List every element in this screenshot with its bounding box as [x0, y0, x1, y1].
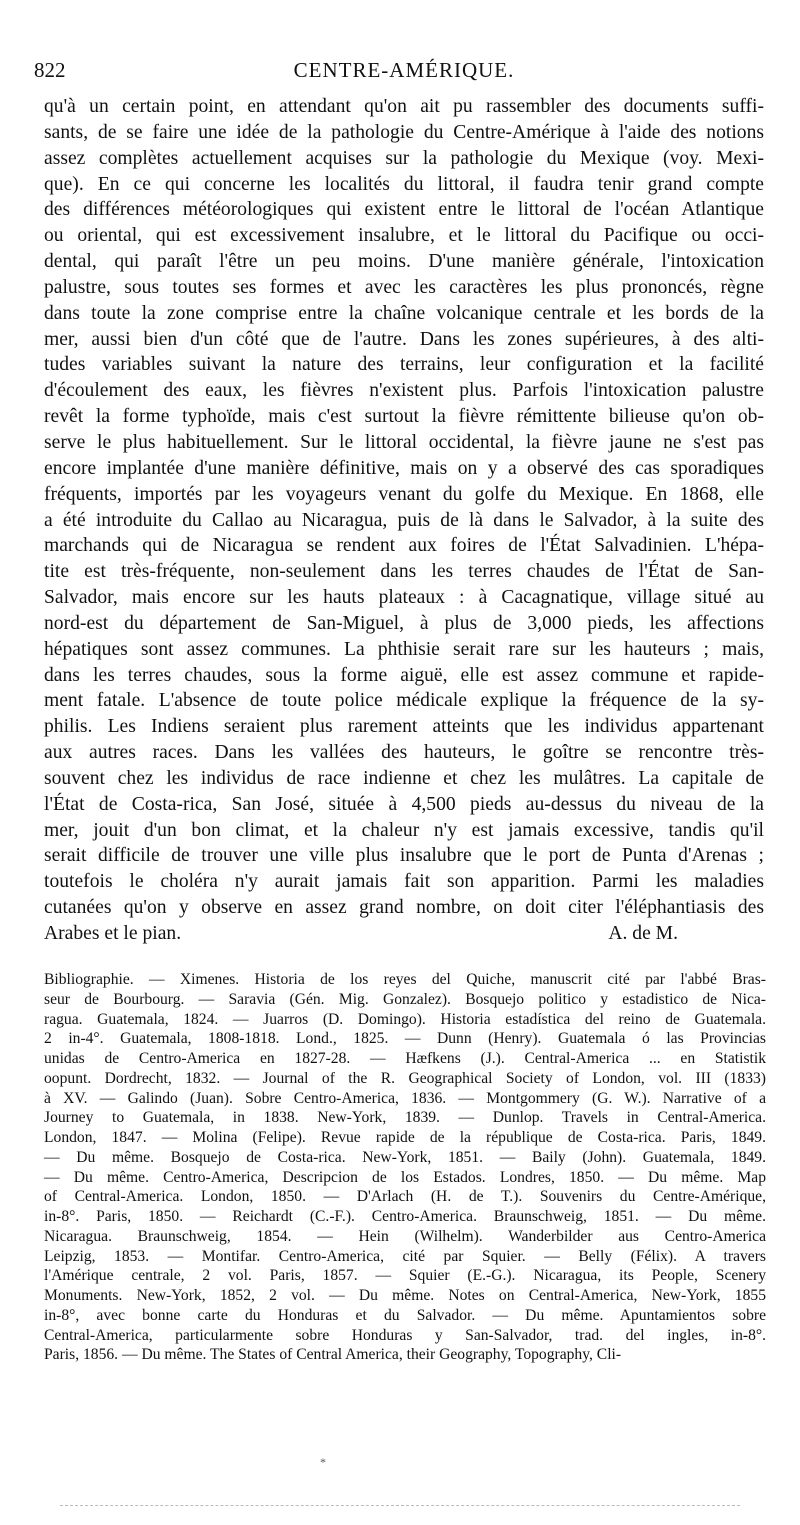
- bibliography-line: 2 in-4°. Guatemala, 1808-1818. Lond., 1825. — Dunn (Henry). Guatemala ó las Provincias: [44, 1030, 766, 1048]
- body-text-line: cutanées qu'on y observe en assez grand nombre, on doit citer l'éléphantiasis des: [44, 897, 764, 919]
- bibliography-line: Nicaragua. Braunschweig, 1854. — Hein (Wilhelm). Wanderbilder aus Centro-America: [44, 1227, 766, 1245]
- bibliography-line: London, 1847. — Molina (Felipe). Revue rapide de la république de Costa-rica. Paris, 1849.: [44, 1129, 766, 1146]
- body-text-line: revêt la forme typhoïde, mais c'est surtout la fièvre rémittente bilieuse qu'on ob-: [44, 406, 764, 428]
- bibliography-line: in-8°. Paris, 1850. — Reichardt (C.-F.). Centro-America. Braunschweig, 1851. — Du même.: [44, 1208, 766, 1225]
- body-text-line: sants, de se faire une idée de la pathologie du Centre-Amérique à l'aide des notions: [44, 121, 764, 143]
- bibliography-line: ragua. Guatemala, 1824. — Juarros (D. Domingo). Historia estadística del reino de Guatemala.: [44, 1010, 766, 1028]
- bibliography-line: Bibliographie. — Ximenes. Historia de los reyes del Quiche, manuscrit cité par l'abbé Bras-: [44, 971, 766, 988]
- body-text-line: dans toute la zone comprise entre la chaîne volcanique centrale et les bords de la: [44, 302, 764, 324]
- body-text-line: ment fatale. L'absence de toute police médicale explique la fréquence de la sy-: [44, 690, 764, 712]
- body-text-line: a été introduite du Callao au Nicaragua, puis de là dans le Salvador, à la suite des: [44, 509, 764, 531]
- body-text-line: que). En ce qui concerne les localités du littoral, il faudra tenir grand compte: [44, 173, 764, 195]
- bibliography-line: unidas de Centro-America en 1827-28. — Hæfkens (J.). Central-America ... en Statistik: [44, 1050, 766, 1067]
- bottom-rule: [60, 1505, 740, 1506]
- page-header: [34, 58, 774, 88]
- body-text-line: l'État de Costa-rica, San José, située à 4,500 pieds au-dessus du niveau de la: [44, 793, 764, 815]
- body-text-line: philis. Les Indiens seraient plus rarement atteints que les individus appartenant: [44, 716, 764, 738]
- body-text-line: encore implantée d'une manière définitive, mais on y a observé des cas sporadiques: [44, 457, 764, 479]
- body-text-line: serve le plus habituellement. Sur le littoral occidental, la fièvre jaune ne s'est pas: [44, 431, 764, 453]
- bibliography-line: l'Amérique centrale, 2 vol. Paris, 1857. — Squier (E.-G.). Nicaragua, its People, Scenery: [44, 1267, 766, 1285]
- running-title: CENTRE-AMÉRIQUE.: [293, 58, 515, 82]
- body-text-line: ou oriental, qui est excessivement insalubre, et le littoral du Pacifique ou occi-: [44, 225, 764, 247]
- body-text-line: hépatiques sont assez communes. La phthisie serait rare sur les hauteurs ; mais,: [44, 638, 764, 660]
- body-text-line: marchands qui de Nicaragua se rendent aux foires de l'État Salvadinien. L'hépa-: [44, 535, 764, 557]
- bibliography-line: oopunt. Dordrecht, 1832. — Journal of the R. Geographical Society of London, vol. III (1833): [44, 1069, 766, 1087]
- bibliography-line: Monuments. New-York, 1852, 2 vol. — Du même. Notes on Central-America, New-York, 1855: [44, 1287, 766, 1304]
- body-text-line: fréquents, importés par les voyageurs venant du golfe du Mexique. En 1868, elle: [44, 483, 764, 505]
- bibliography-line: seur de Bourbourg. — Saravia (Gén. Mig. Gonzalez). Bosquejo politico y estadistico de Nica-: [44, 990, 766, 1008]
- bibliography-line: — Du même. Centro-America, Descripcion de los Estados. Londres, 1850. — Du même. Map: [44, 1168, 766, 1186]
- body-text-line: toutefois le choléra n'y aurait jamais fait son apparition. Parmi les maladies: [44, 871, 764, 893]
- page-number: 822: [34, 58, 66, 82]
- body-text-line: tudes variables suivant la nature des terrains, leur configuration et la facilité: [44, 354, 764, 376]
- body-text-line: d'écoulement des eaux, les fièvres n'existent plus. Parfois l'intoxication palustre: [44, 380, 764, 402]
- body-text-line: palustre, sous toutes ses formes et avec les caractères les plus prononcés, règne: [44, 276, 764, 298]
- author-signature: A. de M.: [608, 923, 678, 944]
- bibliography-line: in-8°, avec bonne carte du Honduras et du Salvador. — Du même. Apuntamientos sobre: [44, 1306, 766, 1324]
- bibliography-line: Paris, 1856. — Du même. The States of Central America, their Geography, Topography, Cli-: [44, 1346, 622, 1364]
- bibliography: [44, 970, 766, 1365]
- body-text-line: mer, aussi bien d'un côté que de l'autre. Dans les zones supérieures, à des alti-: [44, 328, 764, 350]
- body-text-line: des différences météorologiques qui existent entre le littoral de l'océan Atlantique: [44, 199, 764, 221]
- bibliography-line: of Central-America. London, 1850. — D'Arlach (H. de T.). Souvenirs du Centre-Amérique,: [44, 1188, 766, 1206]
- body-text-line: aux autres races. Dans les vallées des hauteurs, le goître se rencontre très-: [44, 742, 764, 764]
- bibliography-line: Leipzig, 1853. — Montifar. Centro-America, cité par Squier. — Belly (Félix). A travers: [44, 1247, 766, 1265]
- stray-mark: *: [320, 1455, 326, 1469]
- body-text-line: dental, qui paraît l'être un peu moins. D'une manière générale, l'intoxication: [44, 251, 764, 273]
- body-text-line: mer, jouit d'un bon climat, et la chaleur n'y est jamais excessive, tandis qu'il: [44, 819, 764, 841]
- main-body-text: [44, 94, 764, 947]
- body-text-line: Arabes et le pian. A. de M.: [44, 921, 764, 947]
- bibliography-line: Central-America, particularmente sobre Honduras y San-Salvador, trad. del ingles, in-8°.: [44, 1326, 766, 1344]
- body-text-line: assez complètes actuellement acquises sur la pathologie du Mexique (voy. Mexi-: [44, 147, 764, 169]
- body-text-line: nord-est du département de San-Miguel, à plus de 3,000 pieds, les affections: [44, 612, 764, 634]
- body-text-line: dans les terres chaudes, sous la forme aiguë, elle est assez commune et rapide-: [44, 664, 764, 686]
- body-text-line: tite est très-fréquente, non-seulement dans les terres chaudes de l'État de San-: [44, 561, 764, 583]
- body-text-line: serait difficile de trouver une ville plus insalubre que le port de Punta d'Arenas ;: [44, 845, 764, 867]
- body-text-line: souvent chez les individus de race indienne et chez les mulâtres. La capitale de: [44, 767, 764, 789]
- body-text-line: Salvador, mais encore sur les hauts plateaux : à Cacagnatique, village situé au: [44, 587, 764, 609]
- bibliography-line: Journey to Guatemala, in 1838. New-York, 1839. — Dunlop. Travels in Central-America.: [44, 1109, 766, 1127]
- bibliography-line: — Du même. Bosquejo de Costa-rica. New-York, 1851. — Baily (John). Guatemala, 1849.: [44, 1148, 766, 1166]
- bibliography-line: à XV. — Galindo (Juan). Sobre Centro-America, 1836. — Montgommery (G. W.). Narrative of a: [44, 1089, 766, 1107]
- body-text-line: qu'à un certain point, en attendant qu'on ait pu rassembler des documents suffi-: [44, 96, 764, 117]
